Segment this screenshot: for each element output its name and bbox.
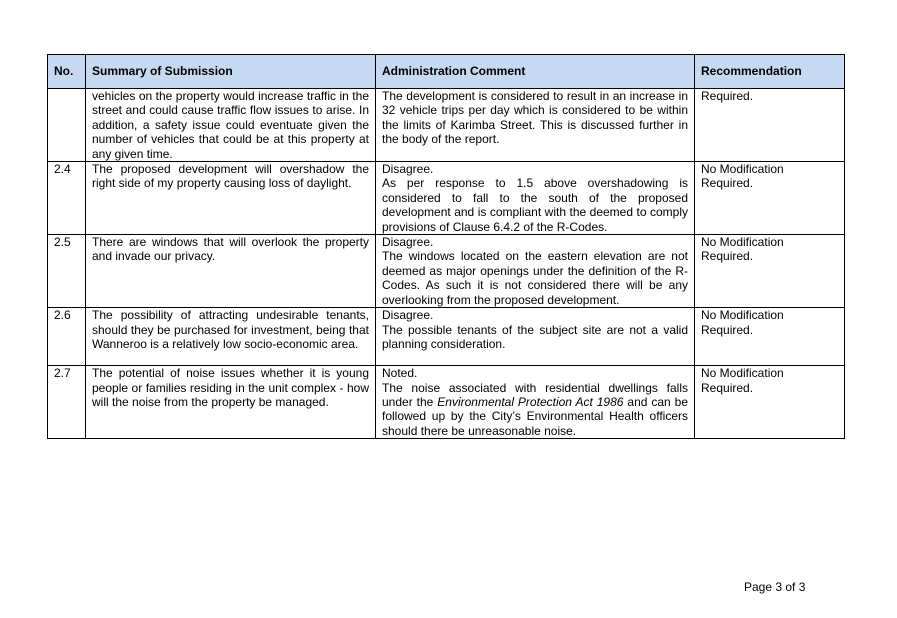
- submission-summary: vehicles on the property would increase traffic in the street and could cause traffic flow issues to arise. In addition, a safety issue could eventuate given the number of vehicles that could be at this property at any given time.: [86, 89, 376, 162]
- header-recommendation: Recommendation: [695, 55, 845, 89]
- administration-comment: The development is considered to result in an increase in 32 vehicle trips per day which is considered to be within the limits of Karimba Street. This is discussed further in the body of the report.: [376, 89, 695, 162]
- comment-lead: Disagree.: [382, 162, 434, 177]
- submission-summary: There are windows that will overlook the property and invade our privacy.: [86, 235, 376, 308]
- table-row: [48, 162, 845, 235]
- recommendation: No Modification Required.: [695, 308, 845, 366]
- comment-body: The windows located on the eastern elevation are not deemed as major openings under the definition of the R-Codes. As such it is not considered there will be any overlooking from the proposed development.: [382, 249, 688, 307]
- administration-comment: [376, 162, 695, 235]
- row-number: 2.7: [48, 366, 86, 439]
- header-no: No.: [48, 55, 86, 89]
- comment-body-post: and can be followed up by the City’s Environmental Health officers should there be unreasonable noise.: [382, 394, 688, 438]
- header-summary: Summary of Submission: [86, 55, 376, 89]
- comment-body: The possible tenants of the subject site are not a valid planning consideration.: [382, 322, 688, 351]
- row-number: [48, 89, 86, 162]
- comment-lead: Disagree.: [382, 308, 434, 323]
- comment-lead: Noted.: [382, 366, 418, 381]
- recommendation: No Modification Required.: [695, 162, 845, 235]
- table-row: [48, 235, 845, 308]
- administration-comment: [376, 308, 695, 366]
- row-number: 2.5: [48, 235, 86, 308]
- table-row: [48, 366, 845, 439]
- administration-comment: [376, 366, 695, 439]
- page-number: Page 3 of 3: [744, 580, 806, 594]
- recommendation: Required.: [695, 89, 845, 162]
- act-title: Environmental Protection Act 1986: [437, 394, 624, 409]
- recommendation: No Modification Required.: [695, 366, 845, 439]
- row-number: 2.4: [48, 162, 86, 235]
- administration-comment: [376, 235, 695, 308]
- submission-summary: The potential of noise issues whether it is young people or families residing in the unit complex - how will the noise from the property be managed.: [86, 366, 376, 439]
- header-comment: Administration Comment: [376, 55, 695, 89]
- submissions-table: [47, 54, 845, 439]
- comment-lead: Disagree.: [382, 235, 434, 250]
- row-number: 2.6: [48, 308, 86, 366]
- comment-body: As per response to 1.5 above overshadowing is considered to fall to the south of the proposed development and is compliant with the deemed to comply provisions of Clause 6.4.2 of the R-Codes.: [382, 176, 688, 234]
- recommendation: No Modification Required.: [695, 235, 845, 308]
- table-header-row: [48, 55, 845, 89]
- submission-summary: The proposed development will overshadow the right side of my property causing loss of daylight.: [86, 162, 376, 235]
- table-row: [48, 89, 845, 162]
- submission-summary: The possibility of attracting undesirable tenants, should they be purchased for investment, being that Wanneroo is a relatively low socio-economic area.: [86, 308, 376, 366]
- table-row: [48, 308, 845, 366]
- comment-body-pre: The noise associated with residential dwellings falls under the: [382, 380, 688, 409]
